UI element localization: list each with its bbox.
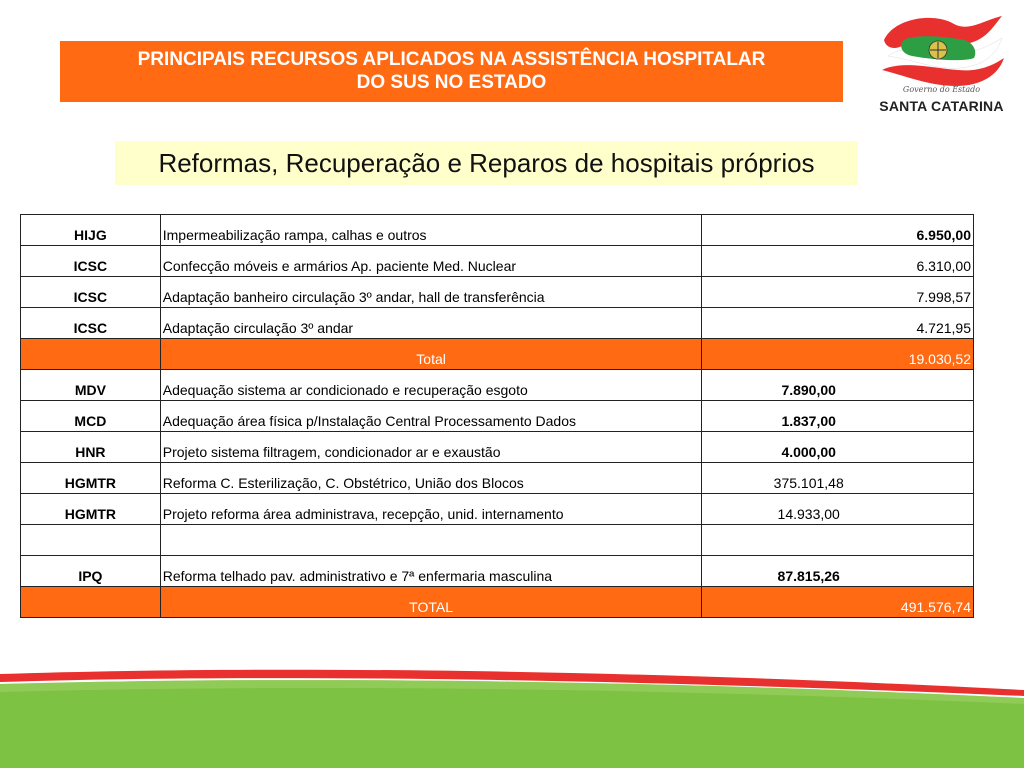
- table-row: [21, 370, 974, 401]
- table-row: [21, 556, 974, 587]
- resources-table: [20, 214, 974, 618]
- description-cell: Adequação área física p/Instalação Central Processamento Dados: [160, 401, 702, 432]
- description-cell: Adaptação circulação 3º andar: [160, 308, 702, 339]
- value-cell: 6.950,00: [702, 215, 974, 246]
- value-cell: 1.837,00: [702, 401, 974, 432]
- description-cell: Projeto sistema filtragem, condicionador ar e exaustão: [160, 432, 702, 463]
- grand-total-label: TOTAL: [160, 587, 702, 618]
- value-cell: [702, 525, 974, 556]
- value-cell: 7.890,00: [702, 370, 974, 401]
- santa-catarina-logo: [874, 10, 1009, 120]
- unit-code-cell: HGMTR: [21, 463, 161, 494]
- description-cell: Impermeabilização rampa, calhas e outros: [160, 215, 702, 246]
- value-cell: 14.933,00: [702, 494, 974, 525]
- value-cell: 375.101,48: [702, 463, 974, 494]
- unit-code-cell: ICSC: [21, 246, 161, 277]
- table-row: [21, 494, 974, 525]
- description-cell: Confecção móveis e armários Ap. paciente Med. Nuclear: [160, 246, 702, 277]
- unit-code-cell: MCD: [21, 401, 161, 432]
- decorative-ground-graphic: [0, 660, 1024, 768]
- flag-emblem-icon: [874, 10, 1009, 90]
- unit-code-cell: MDV: [21, 370, 161, 401]
- section-subtitle: Reformas, Recuperação e Reparos de hospitais próprios: [115, 141, 858, 185]
- unit-code-cell: HNR: [21, 432, 161, 463]
- table-row: [21, 401, 974, 432]
- subtotal-label: Total: [160, 339, 702, 370]
- grand-total-value: 491.576,74: [702, 587, 974, 618]
- slide-title-line-1: PRINCIPAIS RECURSOS APLICADOS NA ASSISTÊNCIA HOSPITALAR: [137, 49, 766, 70]
- table-row: [21, 277, 974, 308]
- table-row: [21, 463, 974, 494]
- unit-code-cell: [21, 339, 161, 370]
- value-cell: 6.310,00: [702, 246, 974, 277]
- description-cell: Reforma telhado pav. administrativo e 7ª enfermaria masculina: [160, 556, 702, 587]
- subtotal-row: [21, 339, 974, 370]
- table-row: [21, 215, 974, 246]
- slide-title-line-2: DO SUS NO ESTADO: [356, 72, 547, 93]
- description-cell: Adequação sistema ar condicionado e recuperação esgoto: [160, 370, 702, 401]
- value-cell: 7.998,57: [702, 277, 974, 308]
- value-cell: 4.000,00: [702, 432, 974, 463]
- description-cell: [160, 525, 702, 556]
- unit-code-cell: IPQ: [21, 556, 161, 587]
- value-cell: 87.815,26: [702, 556, 974, 587]
- unit-code-cell: HGMTR: [21, 494, 161, 525]
- logo-small-text: Governo do Estado: [902, 85, 981, 94]
- unit-code-cell: [21, 525, 161, 556]
- description-cell: Reforma C. Esterilização, C. Obstétrico, União dos Blocos: [160, 463, 702, 494]
- description-cell: Projeto reforma área administrava, recepção, unid. internamento: [160, 494, 702, 525]
- table-row: [21, 432, 974, 463]
- empty-row: [21, 525, 974, 556]
- grand-total-row: [21, 587, 974, 618]
- table-row: [21, 308, 974, 339]
- unit-code-cell: [21, 587, 161, 618]
- logo-name: SANTA CATARINA: [879, 98, 1004, 114]
- value-cell: 4.721,95: [702, 308, 974, 339]
- subtotal-value: 19.030,52: [702, 339, 974, 370]
- unit-code-cell: ICSC: [21, 308, 161, 339]
- description-cell: Adaptação banheiro circulação 3º andar, hall de transferência: [160, 277, 702, 308]
- unit-code-cell: ICSC: [21, 277, 161, 308]
- unit-code-cell: HIJG: [21, 215, 161, 246]
- table-row: [21, 246, 974, 277]
- slide-title: [60, 41, 843, 102]
